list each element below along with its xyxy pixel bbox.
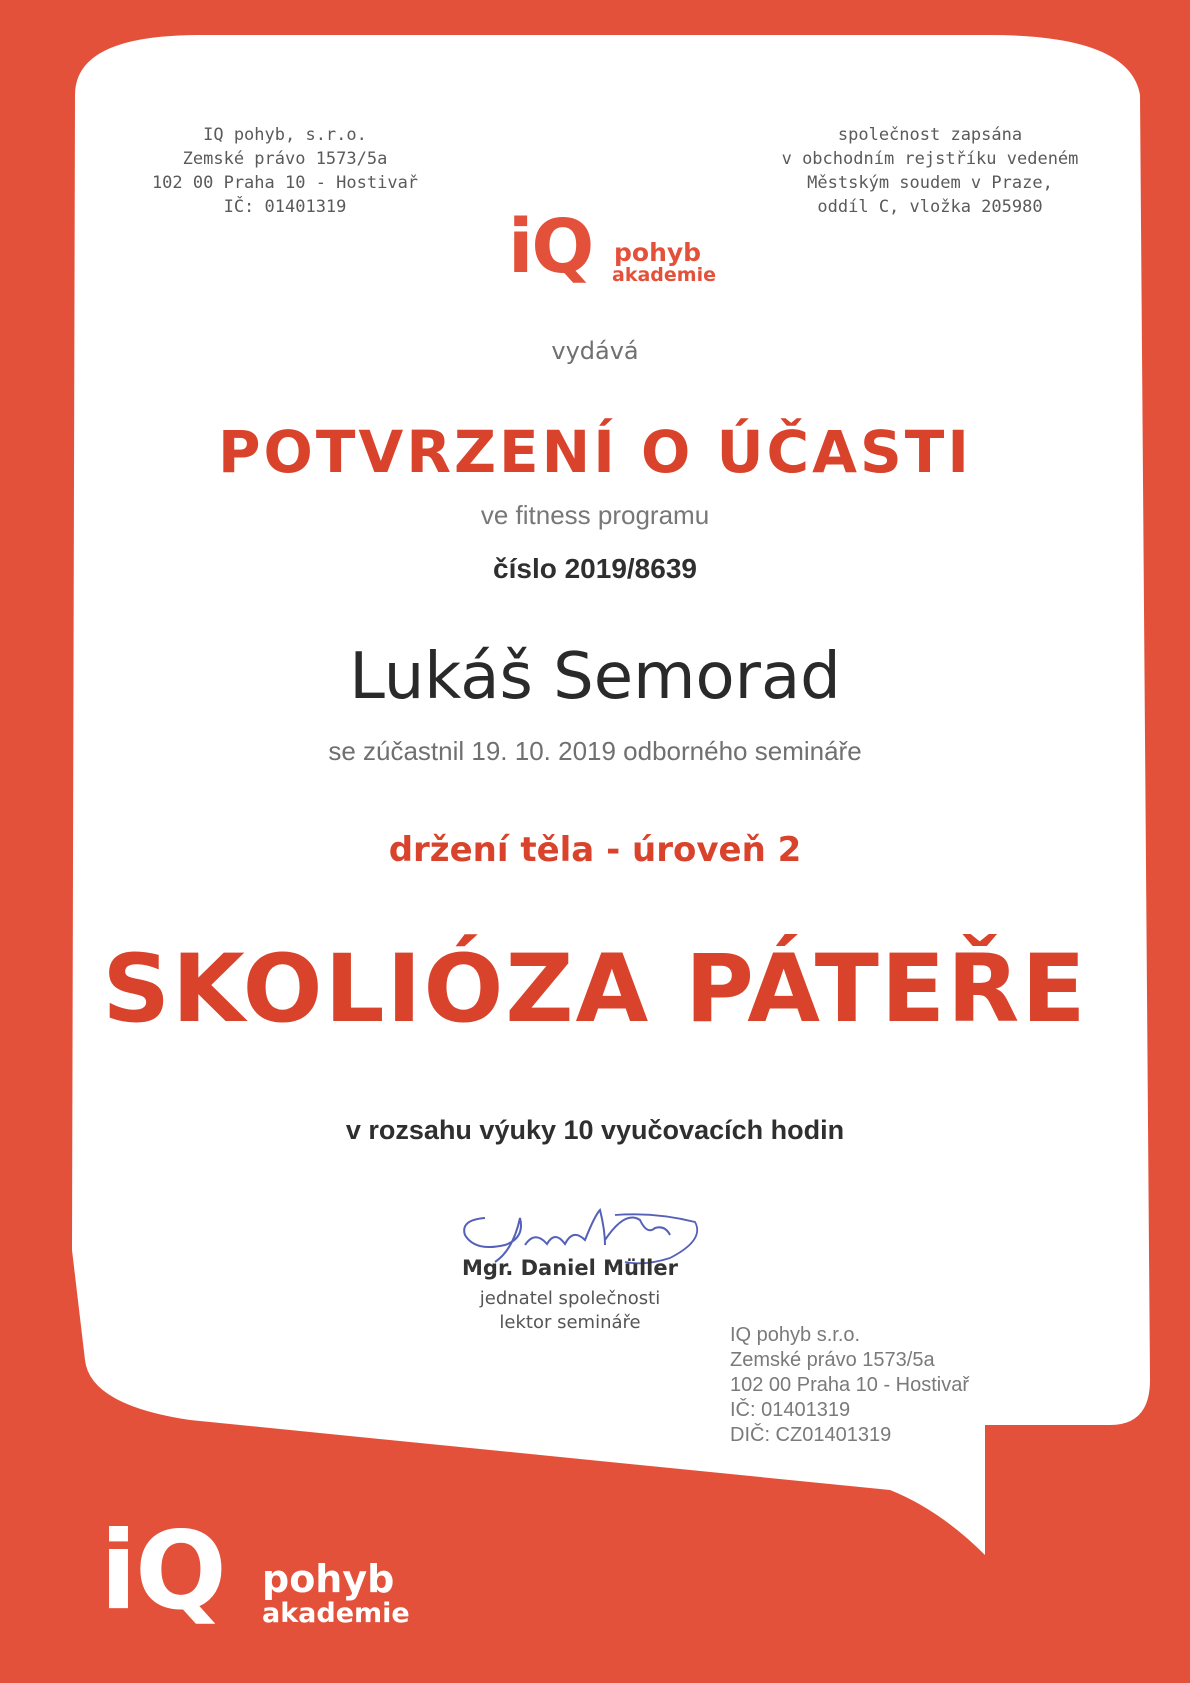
- signer-role-2: lektor semináře: [499, 1312, 641, 1333]
- attendance-text: se zúčastnil 19. 10. 2019 odborného semináře: [328, 736, 862, 766]
- registration-line-1: společnost zapsána: [837, 125, 1023, 145]
- course-scope: v rozsahu výuky 10 vyučovacích hodin: [345, 1115, 845, 1145]
- company-id: IČ: 01401319: [223, 197, 347, 217]
- stamp-line-3: 102 00 Praha 10 - Hostivař: [730, 1374, 970, 1396]
- signer-name: Mgr. Daniel Müller: [462, 1256, 678, 1280]
- certificate-title: POTVRZENÍ O ÚČASTI: [218, 418, 972, 486]
- registration-line-4: oddíl C, vložka 205980: [817, 197, 1043, 217]
- participant-name: Lukáš Semorad: [349, 640, 841, 714]
- signer-role-1: jednatel společnosti: [479, 1288, 661, 1309]
- stamp-line-1: IQ pohyb s.r.o.: [730, 1324, 861, 1346]
- bottom-logo-line2: akademie: [262, 1598, 410, 1629]
- course-name: SKOLIÓZA PÁTEŘE: [102, 935, 1088, 1044]
- stamp-line-4: IČ: 01401319: [730, 1399, 851, 1421]
- top-logo-line1: pohyb: [614, 238, 702, 267]
- company-address-block: [130, 123, 440, 219]
- registration-line-3: Městským soudem v Praze,: [807, 173, 1053, 193]
- registration-line-2: v obchodním rejstříku vedeném: [781, 149, 1079, 169]
- issues-text: vydává: [551, 337, 639, 365]
- top-logo-mark: iQ: [508, 204, 593, 290]
- company-city: 102 00 Praha 10 - Hostivař: [151, 173, 419, 193]
- top-logo-line2: akademie: [612, 264, 716, 286]
- stamp-line-5: DIČ: CZ01401319: [730, 1424, 892, 1446]
- program-subtitle: ve fitness programu: [480, 500, 710, 530]
- seminar-topic: držení těla - úroveň 2: [388, 830, 802, 870]
- company-stamp: [730, 1323, 1010, 1448]
- registration-block: [780, 123, 1080, 219]
- company-name: IQ pohyb, s.r.o.: [203, 125, 367, 145]
- stamp-line-2: Zemské právo 1573/5a: [730, 1349, 935, 1371]
- bottom-logo-mark: iQ: [100, 1509, 225, 1634]
- certificate-number: číslo 2019/8639: [493, 553, 697, 584]
- bottom-logo-line1: pohyb: [262, 1557, 395, 1601]
- company-street: Zemské právo 1573/5a: [182, 149, 388, 169]
